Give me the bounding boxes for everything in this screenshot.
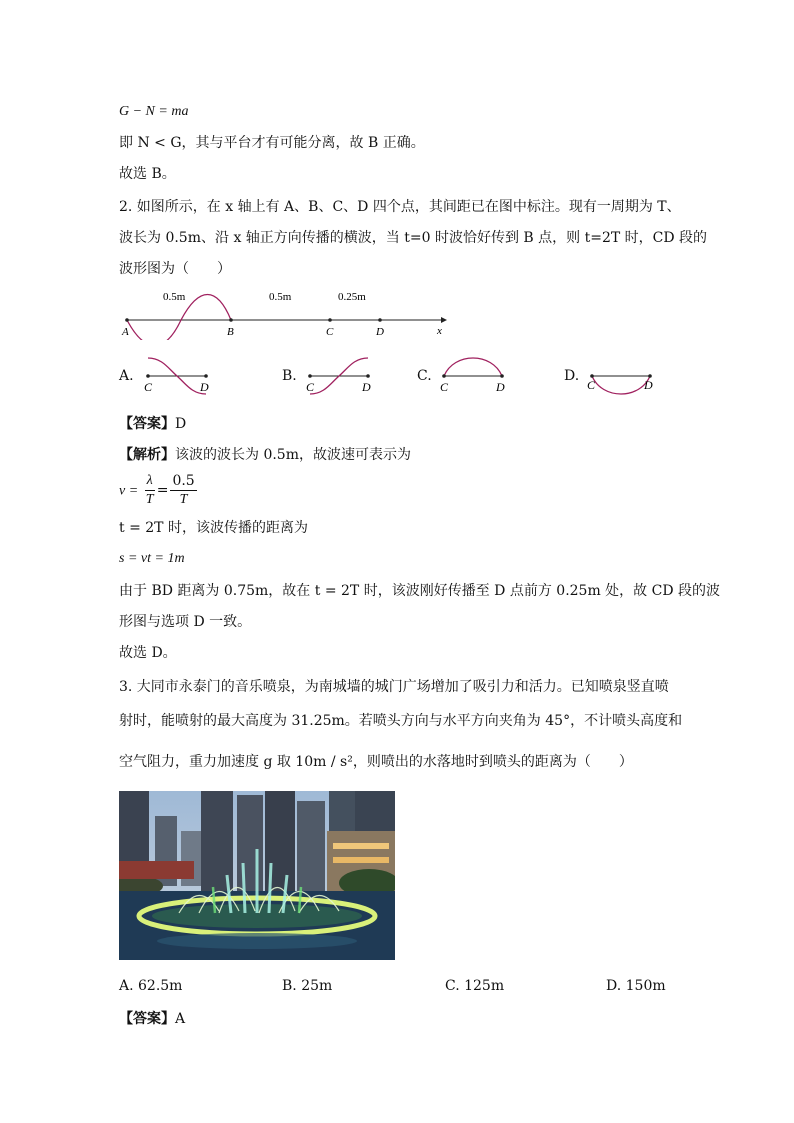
option-a[interactable] xyxy=(119,368,134,384)
answer-row xyxy=(119,414,186,434)
analysis-row xyxy=(119,445,411,465)
option-c[interactable] xyxy=(417,368,432,384)
analysis-label: 【解析】 xyxy=(119,447,175,463)
option-a-figure xyxy=(138,352,218,400)
point-a-dot xyxy=(125,318,129,322)
point-d-dot xyxy=(378,318,382,322)
x-axis-arrow xyxy=(441,317,447,323)
distance-equation: s = vt = 1m xyxy=(119,551,185,566)
q3-option-d[interactable]: D. 150m xyxy=(606,978,666,994)
option-d-c: C xyxy=(587,378,596,392)
option-d-figure xyxy=(582,358,662,406)
option-letter: A. xyxy=(119,368,134,384)
question-3-line: 射时，能喷射的最大高度为 31.25m。若喷头方向与水平方向夹角为 45°，不计喷头高度和 xyxy=(119,713,683,729)
option-letter: C. xyxy=(417,368,432,384)
point-d-label: D xyxy=(376,326,384,338)
option-b-figure xyxy=(300,352,380,400)
fountain-photo xyxy=(119,791,395,960)
option-c-c: C xyxy=(440,380,449,394)
answer-value: A xyxy=(175,1011,186,1027)
option-b-c: C xyxy=(306,380,315,394)
analysis-text: 该波的波长为 0.5m，故波速可表示为 xyxy=(175,447,411,463)
label-ab: 0.5m xyxy=(163,291,186,303)
final-line: 故选 D。 xyxy=(119,645,177,661)
text-line: 即 N < G，其与平台才有可能分离，故 B 正确。 xyxy=(119,135,425,151)
fraction-lambda-t: $\frac{\lambda}{T}$ xyxy=(145,473,154,507)
question-2-line: 2. 如图所示，在 x 轴上有 A、B、C、D 四个点，其间距已在图中标注。现有一周期为 T、 xyxy=(119,199,681,215)
option-d[interactable] xyxy=(564,368,579,384)
time-line: t = 2T 时，该波传播的距离为 xyxy=(119,520,308,536)
fraction-05-t: $\frac{0.5}{T}$ xyxy=(172,473,195,507)
answer-label: 【答案】 xyxy=(119,416,175,432)
answer-label: 【答案】 xyxy=(119,1011,175,1027)
point-a-label: A xyxy=(122,326,129,338)
velocity-equation: v = $\frac{\lambda}{T}$ = $\frac{0.5}{T}$ xyxy=(119,473,195,507)
option-b-d: D xyxy=(362,380,371,394)
option-c-figure xyxy=(434,350,514,398)
point-b-dot xyxy=(229,318,233,322)
option-b[interactable] xyxy=(282,368,297,384)
option-a-d: D xyxy=(200,380,209,394)
option-letter: B. xyxy=(282,368,297,384)
q3-option-a[interactable]: A. 62.5m xyxy=(119,978,183,994)
axis-x-label: x xyxy=(437,325,442,337)
question-3-line: 空气阻力，重力加速度 g 取 10m / s²，则喷出的水落地时到喷头的距离为（ ） xyxy=(119,754,633,770)
option-c-d: D xyxy=(496,380,505,394)
question-3-line: 3. 大同市永泰门的音乐喷泉，为南城墙的城门广场增加了吸引力和活力。已知喷泉竖直喷 xyxy=(119,679,669,695)
point-b-label: B xyxy=(227,326,234,338)
conclusion-line: 由于 BD 距离为 0.75m，故在 t = 2T 时，该波刚好传播至 D 点前方 0.25m 处，故 CD 段的波 xyxy=(119,583,721,599)
option-a-c: C xyxy=(144,380,153,394)
label-cd: 0.25m xyxy=(338,291,366,303)
q3-answer-row xyxy=(119,1009,185,1029)
option-letter: D. xyxy=(564,368,580,384)
text-line: 故选 B。 xyxy=(119,166,176,182)
label-bc: 0.5m xyxy=(269,291,292,303)
point-c-label: C xyxy=(326,326,334,338)
wave-figure xyxy=(115,282,455,340)
question-2-line: 波形图为（ ） xyxy=(119,261,231,277)
equation-g-n-ma: G − N = ma xyxy=(119,104,189,119)
velocity-lhs: v = xyxy=(119,483,139,499)
question-2-line: 波长为 0.5m、沿 x 轴正方向传播的横波，当 t=0 时波恰好传到 B 点，则 t=2T 时，CD 段的 xyxy=(119,230,708,246)
point-c-dot xyxy=(328,318,332,322)
q3-option-c[interactable]: C. 125m xyxy=(445,978,505,994)
conclusion-line: 形图与选项 D 一致。 xyxy=(119,614,252,630)
q3-option-b[interactable]: B. 25m xyxy=(282,978,333,994)
answer-value: D xyxy=(175,416,187,432)
option-d-d: D xyxy=(644,378,653,392)
